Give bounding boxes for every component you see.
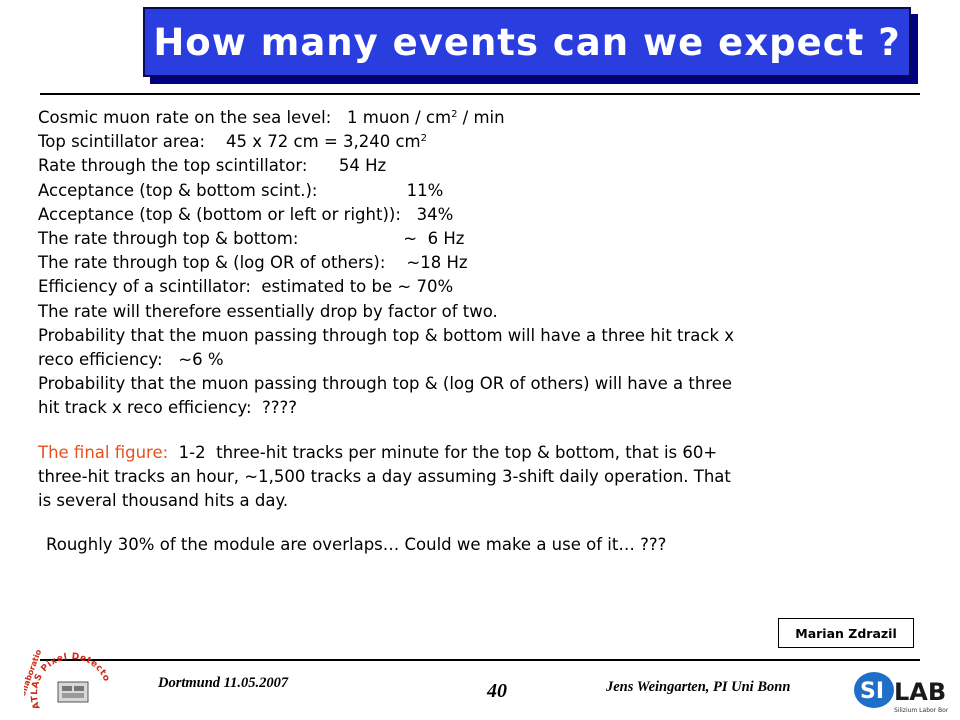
slide-body	[38, 106, 918, 557]
bottom-divider	[40, 659, 920, 661]
title-box	[143, 7, 911, 77]
text-line: Rate through the top scintillator: 54 Hz	[38, 156, 387, 176]
text-line	[38, 441, 918, 465]
text-line: hit track x reco efficiency: ????	[38, 398, 298, 418]
text-line: Acceptance (top & bottom scint.): 11%	[38, 180, 444, 200]
text-line	[38, 106, 918, 130]
highlight-label: The final figure:	[38, 442, 169, 462]
text-segment: Cosmic muon rate on the sea level: 1 muon / cm	[38, 108, 452, 127]
text-line: three-hit tracks an hour, ~1,500 tracks a day assuming 3-shift daily operation. That	[38, 466, 731, 486]
svg-text:Silizium Labor Bonn: Silizium Labor Bonn	[894, 707, 948, 714]
text-segment: Top scintillator area: 45 x 72 cm = 3,240 cm	[38, 132, 421, 152]
svg-text:LAB: LAB	[894, 678, 947, 706]
text-line: is several thousand hits a day.	[38, 491, 289, 511]
top-divider	[40, 93, 920, 95]
svg-text:ATLAS Pixel Detector: ATLAS Pixel Detecto	[29, 651, 112, 711]
footer-event-date: Dortmund 11.05.2007	[158, 675, 289, 691]
superscript: 2	[451, 109, 458, 120]
superscript: 2	[420, 133, 428, 145]
svg-text:SI: SI	[860, 679, 885, 704]
text-line: The rate through top & bottom: ~ 6 Hz	[38, 229, 465, 249]
text-line: reco efficiency: ~6 %	[38, 350, 224, 370]
paragraph-spacer	[38, 421, 918, 441]
text-line: Probability that the muon passing through top & (log OR of others) will have a three	[38, 374, 733, 394]
text-line: The rate will therefore essentially drop by factor of two.	[38, 301, 498, 321]
footer-author: Jens Weingarten, PI Uni Bonn	[606, 679, 791, 695]
text-segment: / min	[457, 108, 505, 127]
text-line	[38, 130, 918, 154]
atlas-pixel-logo	[24, 650, 120, 720]
text-line: Roughly 30% of the module are overlaps… Could we make a use of it… ???	[46, 535, 667, 555]
text-line: Efficiency of a scintillator: estimated to be ~ 70%	[38, 277, 454, 297]
silab-logo	[852, 668, 948, 718]
author-box	[778, 618, 914, 648]
text-line: Probability that the muon passing through top & bottom will have a three hit track x	[38, 325, 735, 345]
text-line: The rate through top & (log OR of others): ~18 Hz	[38, 253, 468, 273]
svg-text:Collaboration: Collaboration	[24, 650, 46, 703]
author-name: Marian Zdrazil	[795, 625, 897, 641]
paragraph-spacer	[38, 513, 918, 533]
slide-title: How many events can we expect ?	[153, 20, 901, 64]
text-line: Acceptance (top & (bottom or left or right)): 34%	[38, 204, 454, 224]
page-number: 40	[487, 680, 507, 702]
text-segment: 1-2 three-hit tracks per minute for the top & bottom, that is 60+	[168, 442, 718, 462]
